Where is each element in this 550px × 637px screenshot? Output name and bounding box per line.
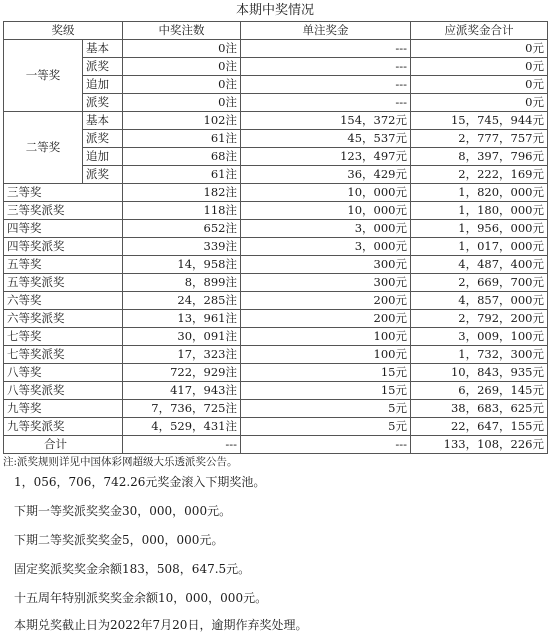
table-row <box>4 292 548 310</box>
total-cell: 1，180，000元 <box>411 202 548 220</box>
header-count: 中奖注数 <box>123 22 241 40</box>
unit-prize-cell: --- <box>241 94 411 112</box>
table-row <box>4 400 548 418</box>
unit-prize-cell: --- <box>241 40 411 58</box>
table-row <box>4 58 548 76</box>
fixed-prize-balance-text: 固定奖派奖奖金余额183，508，647.5元。 <box>14 562 251 576</box>
unit-prize-cell: 100元 <box>241 346 411 364</box>
header-unit-prize: 单注奖金 <box>241 22 411 40</box>
total-cell: 4，857，000元 <box>411 292 548 310</box>
prize-level-cell: 八等奖派奖 <box>4 382 123 400</box>
sub-level-cell: 基本 <box>83 112 123 130</box>
unit-prize-cell: 200元 <box>241 292 411 310</box>
count-cell: 13，961注 <box>123 310 241 328</box>
count-cell: 652注 <box>123 220 241 238</box>
count-cell: 0注 <box>123 40 241 58</box>
prize-level-cell: 九等奖 <box>4 400 123 418</box>
table-row <box>4 94 548 112</box>
total-cell: 1，956，000元 <box>411 220 548 238</box>
count-cell: 118注 <box>123 202 241 220</box>
table-row <box>4 418 548 436</box>
prize-level-cell: 六等奖 <box>4 292 123 310</box>
table-row <box>4 184 548 202</box>
grand-total-cell: 133，108，226元 <box>411 436 548 454</box>
total-cell: 1，017，000元 <box>411 238 548 256</box>
unit-prize-cell: 36，429元 <box>241 166 411 184</box>
table-row <box>4 328 548 346</box>
unit-prize-cell: 5元 <box>241 418 411 436</box>
table-row <box>4 364 548 382</box>
anniversary-balance-text: 十五周年特别派奖奖金余额10，000，000元。 <box>14 591 268 605</box>
total-cell: 0元 <box>411 40 548 58</box>
page-title: 本期中奖情况 <box>235 3 314 18</box>
sub-level-cell: 派奖 <box>83 94 123 112</box>
total-cell: 10，843，935元 <box>411 364 548 382</box>
sub-level-cell: 派奖 <box>83 166 123 184</box>
prize-level-cell: 四等奖 <box>4 220 123 238</box>
count-cell: 24，285注 <box>123 292 241 310</box>
total-cell: 2，669，700元 <box>411 274 548 292</box>
total-cell: 3，009，100元 <box>411 328 548 346</box>
total-cell: 38，683，625元 <box>411 400 548 418</box>
prize-table <box>3 21 548 454</box>
total-cell: 8，397，796元 <box>411 148 548 166</box>
sub-level-cell: 追加 <box>83 76 123 94</box>
prize-level-cell: 三等奖 <box>4 184 123 202</box>
unit-prize-cell: --- <box>241 436 411 454</box>
total-cell: 1，820，000元 <box>411 184 548 202</box>
table-row <box>4 112 548 130</box>
count-cell: 14，958注 <box>123 256 241 274</box>
table-row <box>4 310 548 328</box>
total-cell: 2，222，169元 <box>411 166 548 184</box>
table-header-row <box>4 22 548 40</box>
header-total: 应派奖金合计 <box>411 22 548 40</box>
claim-deadline-text: 本期兑奖截止日为2022年7月20日，逾期作弃奖处理。 <box>14 618 308 632</box>
unit-prize-cell: --- <box>241 58 411 76</box>
count-cell: 722，929注 <box>123 364 241 382</box>
total-cell: 6，269，145元 <box>411 382 548 400</box>
table-row <box>4 274 548 292</box>
prize-level-cell: 九等奖派奖 <box>4 418 123 436</box>
total-cell: 22，647，155元 <box>411 418 548 436</box>
table-row <box>4 238 548 256</box>
table-row <box>4 256 548 274</box>
count-cell: 0注 <box>123 94 241 112</box>
unit-prize-cell: 5元 <box>241 400 411 418</box>
prize-level-cell: 四等奖派奖 <box>4 238 123 256</box>
table-row <box>4 40 548 58</box>
next-first-prize-text: 下期一等奖派奖奖金30，000，000元。 <box>14 504 232 518</box>
pool-rollover-text: 1，056，706，742.26元奖金滚入下期奖池。 <box>14 475 266 489</box>
prize-level-cell: 七等奖 <box>4 328 123 346</box>
prize-level-cell: 三等奖派奖 <box>4 202 123 220</box>
table-row <box>4 76 548 94</box>
count-cell: 8，899注 <box>123 274 241 292</box>
prize-level-cell: 七等奖派奖 <box>4 346 123 364</box>
sub-level-cell: 追加 <box>83 148 123 166</box>
prize-level-cell: 六等奖派奖 <box>4 310 123 328</box>
count-cell: 102注 <box>123 112 241 130</box>
total-cell: 0元 <box>411 76 548 94</box>
unit-prize-cell: 10，000元 <box>241 202 411 220</box>
second-prize-label: 二等奖 <box>4 112 83 184</box>
header-level: 奖级 <box>4 22 123 40</box>
unit-prize-cell: 300元 <box>241 256 411 274</box>
unit-prize-cell: 123，497元 <box>241 148 411 166</box>
prize-level-cell: 八等奖 <box>4 364 123 382</box>
prize-level-cell: 五等奖 <box>4 256 123 274</box>
sub-level-cell: 基本 <box>83 40 123 58</box>
unit-prize-cell: 154，372元 <box>241 112 411 130</box>
count-cell: 61注 <box>123 130 241 148</box>
count-cell: 182注 <box>123 184 241 202</box>
sub-level-cell: 派奖 <box>83 130 123 148</box>
total-row <box>4 436 548 454</box>
prize-level-cell: 五等奖派奖 <box>4 274 123 292</box>
total-cell: 4，487，400元 <box>411 256 548 274</box>
count-cell: 17，323注 <box>123 346 241 364</box>
unit-prize-cell: 200元 <box>241 310 411 328</box>
table-row <box>4 148 548 166</box>
total-cell: 2，792，200元 <box>411 310 548 328</box>
count-cell: 4，529，431注 <box>123 418 241 436</box>
table-row <box>4 202 548 220</box>
table-row <box>4 130 548 148</box>
count-cell: 0注 <box>123 76 241 94</box>
unit-prize-cell: 3，000元 <box>241 238 411 256</box>
total-cell: 2，777，757元 <box>411 130 548 148</box>
footnote: 注:派奖规则详见中国体彩网超级大乐透派奖公告。 <box>3 456 238 468</box>
count-cell: 339注 <box>123 238 241 256</box>
count-cell: 0注 <box>123 58 241 76</box>
total-cell: 1，732，300元 <box>411 346 548 364</box>
unit-prize-cell: 45，537元 <box>241 130 411 148</box>
sub-level-cell: 派奖 <box>83 58 123 76</box>
unit-prize-cell: 3，000元 <box>241 220 411 238</box>
first-prize-label: 一等奖 <box>4 40 83 112</box>
total-label: 合计 <box>4 436 123 454</box>
count-cell: 417，943注 <box>123 382 241 400</box>
unit-prize-cell: 100元 <box>241 328 411 346</box>
table-row <box>4 220 548 238</box>
next-second-prize-text: 下期二等奖派奖奖金5，000，000元。 <box>14 533 224 547</box>
unit-prize-cell: 300元 <box>241 274 411 292</box>
unit-prize-cell: 15元 <box>241 382 411 400</box>
total-cell: 0元 <box>411 58 548 76</box>
count-cell: 61注 <box>123 166 241 184</box>
table-row <box>4 382 548 400</box>
count-cell: 68注 <box>123 148 241 166</box>
table-row <box>4 346 548 364</box>
unit-prize-cell: 10，000元 <box>241 184 411 202</box>
total-cell: 15，745，944元 <box>411 112 548 130</box>
table-row <box>4 166 548 184</box>
total-cell: 0元 <box>411 94 548 112</box>
count-cell: 7，736，725注 <box>123 400 241 418</box>
unit-prize-cell: 15元 <box>241 364 411 382</box>
count-cell: 30，091注 <box>123 328 241 346</box>
count-cell: --- <box>123 436 241 454</box>
unit-prize-cell: --- <box>241 76 411 94</box>
